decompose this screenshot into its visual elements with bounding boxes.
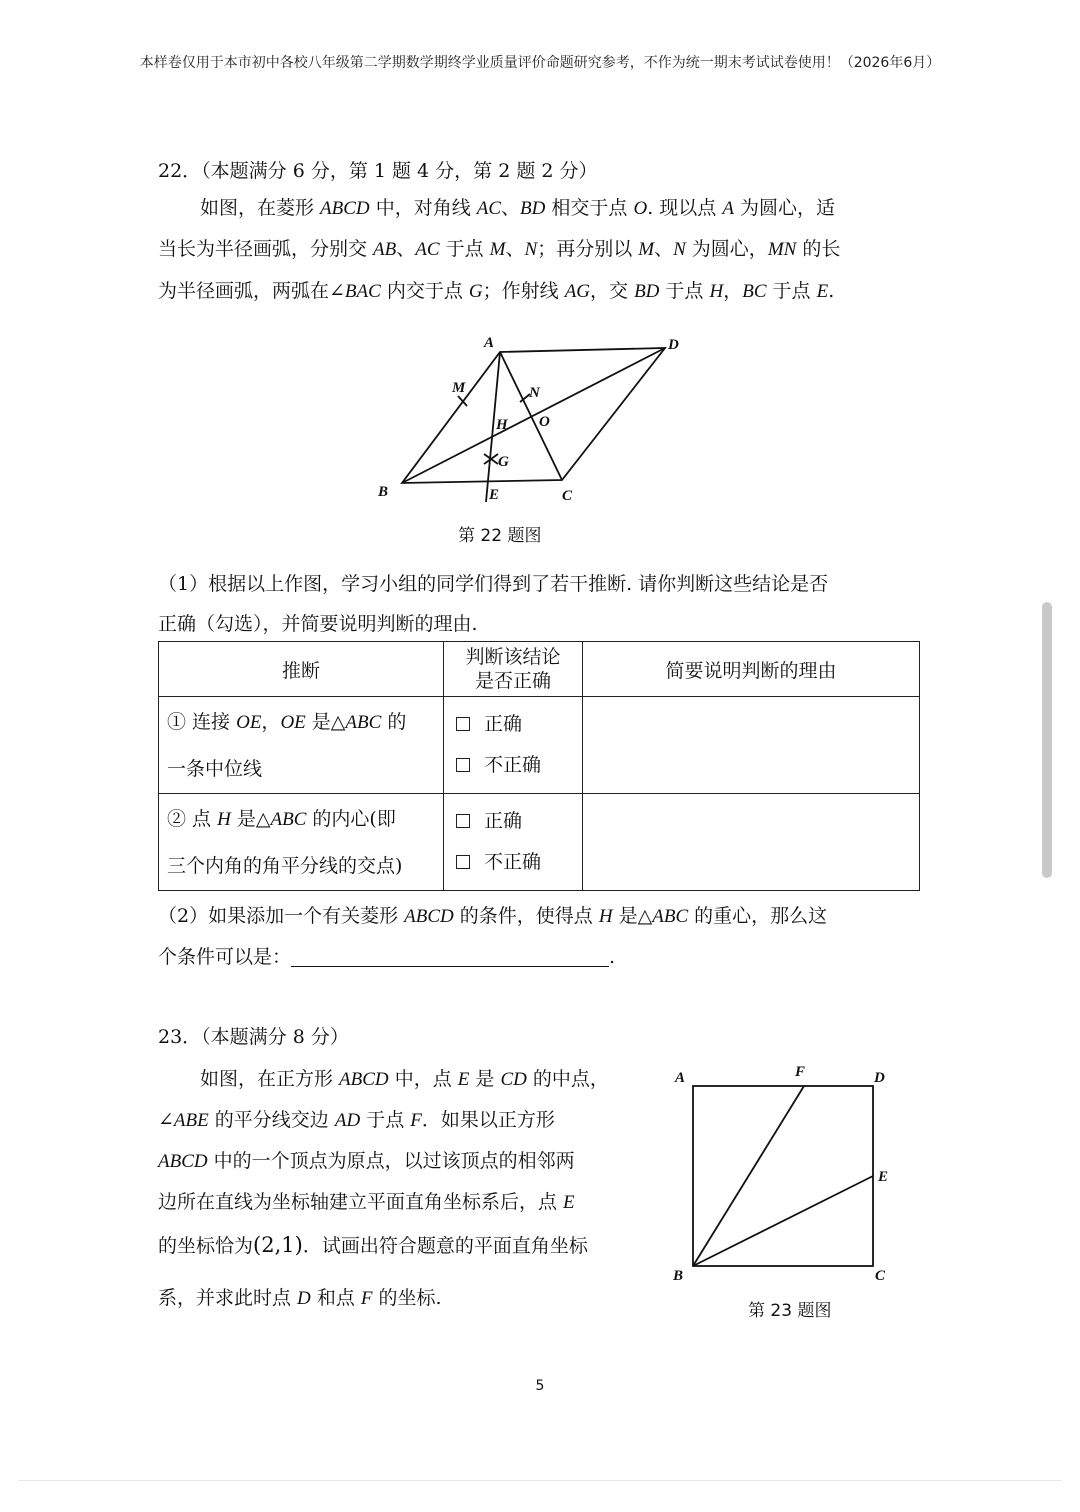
row1-correct-checkbox[interactable]: 正确 xyxy=(444,704,582,745)
label-e: E xyxy=(878,1169,889,1185)
label-e: E xyxy=(489,487,500,503)
label-b: B xyxy=(378,484,389,500)
checkbox-icon xyxy=(456,855,470,869)
row2-correct-checkbox[interactable]: 正确 xyxy=(444,801,582,842)
row1-reason-cell[interactable] xyxy=(583,697,920,794)
table-row xyxy=(159,794,920,891)
scrollbar-thumb[interactable] xyxy=(1042,602,1052,878)
checkbox-icon xyxy=(456,758,470,772)
q23-figure-caption: 第 23 题图 xyxy=(748,1301,832,1321)
q22-rhombus-figure xyxy=(370,330,700,515)
checkbox-icon xyxy=(456,814,470,828)
label-a: A xyxy=(675,1070,686,1086)
q22-part1-line2: 正确（勾选），并简要说明判断的理由. xyxy=(158,613,478,635)
row2-reason-cell[interactable] xyxy=(583,794,920,891)
label-g: G xyxy=(498,454,509,470)
checkbox-icon xyxy=(456,717,470,731)
label-a: A xyxy=(484,335,495,351)
page-divider xyxy=(18,1480,1062,1481)
answer-blank[interactable] xyxy=(291,948,609,967)
q22-text-line3: 为半径画弧，两弧在∠BAC 内交于点 G；作射线 AG，交 BD 于点 H，BC 于点 E. xyxy=(158,280,835,302)
row2-options xyxy=(444,794,583,891)
row1-inference: ① 连接 OE，OE 是△ABC 的 一条中位线 xyxy=(159,697,444,794)
q22-heading: 22．（本题满分 6 分，第 1 题 4 分，第 2 题 2 分） xyxy=(158,160,598,182)
q23-square-figure xyxy=(668,1060,903,1290)
label-d: D xyxy=(668,337,679,353)
label-c: C xyxy=(562,488,573,504)
label-m: M xyxy=(452,380,466,396)
header-reason: 简要说明判断的理由 xyxy=(583,642,920,697)
row1-incorrect-checkbox[interactable]: 不正确 xyxy=(444,745,582,786)
label-f: F xyxy=(795,1064,806,1080)
q23-text-line2: ∠ABE 的平分线交边 AD 于点 F．如果以正方形 xyxy=(158,1109,555,1131)
table-row xyxy=(159,697,920,794)
row2-incorrect-checkbox[interactable]: 不正确 xyxy=(444,842,582,883)
label-d: D xyxy=(874,1070,885,1086)
page-header: 本样卷仅用于本市初中各校八年级第二学期数学期终学业质量评价命题研究参考，不作为统一期末考试试卷使用！（2026年6月） xyxy=(139,55,941,71)
diagonal-bd xyxy=(402,348,665,483)
q23-text-line1: 如图，在正方形 ABCD 中，点 E 是 CD 的中点， xyxy=(200,1068,609,1090)
q22-part2-line1: （2）如果添加一个有关菱形 ABCD 的条件，使得点 H 是△ABC 的重心，那么这 xyxy=(158,905,828,927)
header-inference: 推断 xyxy=(159,642,444,697)
header-correctness: 判断该结论 是否正确 xyxy=(444,642,583,697)
label-n: N xyxy=(529,385,540,401)
q22-judgement-table xyxy=(158,641,920,891)
table-header-row xyxy=(159,642,920,697)
page-number: 5 xyxy=(535,1378,545,1394)
row2-inference: ② 点 H 是△ABC 的内心(即 三个内角的角平分线的交点) xyxy=(159,794,444,891)
square-abcd xyxy=(693,1086,873,1266)
q22-part2-line2: 个条件可以是： . xyxy=(158,946,616,968)
q22-part1-line1: （1）根据以上作图，学习小组的同学们得到了若干推断. 请你判断这些结论是否 xyxy=(158,573,829,595)
q23-text-line3: ABCD 中的一个顶点为原点，以过该顶点的相邻两 xyxy=(158,1150,575,1172)
label-b: B xyxy=(673,1268,684,1284)
q23-text-line4: 边所在直线为坐标轴建立平面直角坐标系后，点 E xyxy=(158,1191,575,1213)
q22-text-line1: 如图，在菱形 ABCD 中，对角线 AC、BD 相交于点 O. 现以点 A 为圆心，适 xyxy=(200,197,835,219)
label-h: H xyxy=(496,417,508,433)
q22-text-line2: 当长为半径画弧，分别交 AB、AC 于点 M、N；再分别以 M、N 为圆心，MN 的长 xyxy=(158,238,841,260)
label-o: O xyxy=(539,414,550,430)
label-c: C xyxy=(875,1268,886,1284)
q23-text-line5: 的坐标恰为(2,1)．试画出符合题意的平面直角坐标 xyxy=(158,1233,588,1257)
q23-text-line6: 系，并求此时点 D 和点 F 的坐标. xyxy=(158,1287,442,1309)
q22-figure-caption: 第 22 题图 xyxy=(458,526,542,546)
q23-heading: 23．（本题满分 8 分） xyxy=(158,1026,349,1048)
row1-options xyxy=(444,697,583,794)
